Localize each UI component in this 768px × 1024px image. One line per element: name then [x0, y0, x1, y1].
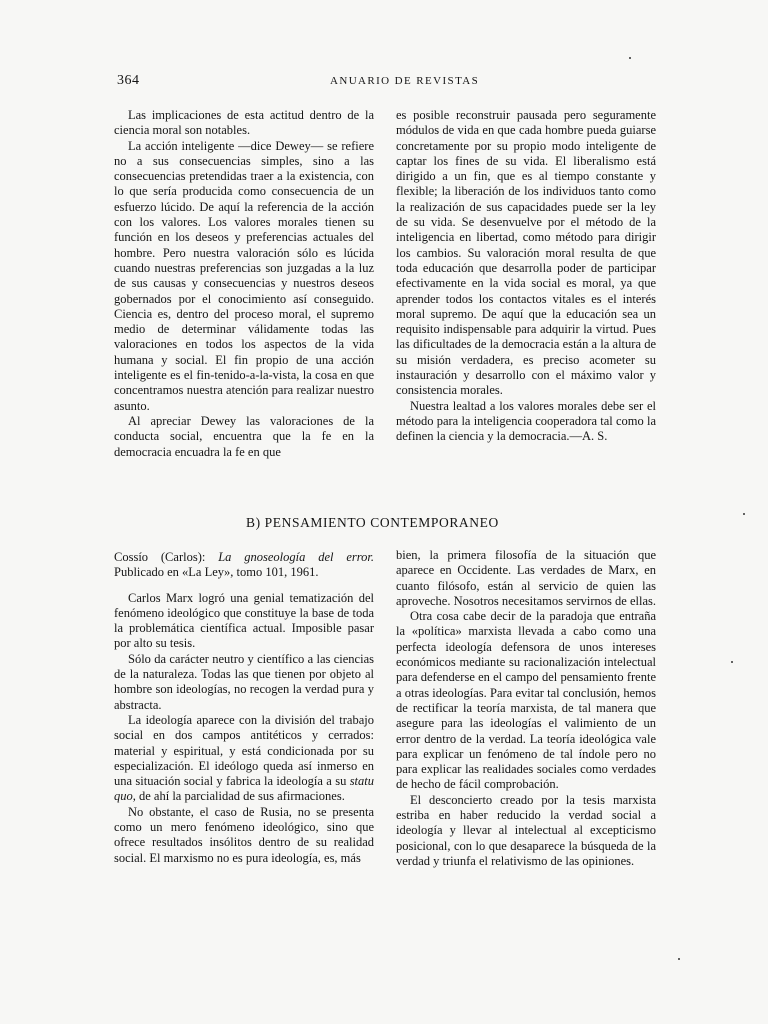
paragraph: Carlos Marx logró una genial tematización del fenómeno ideológico que constituye la base de toda la problemática científica actual. Imposible pasar por alto su tesis. — [114, 590, 374, 651]
paragraph: El desconcierto creado por la tesis marxista estriba en haber reducido la verdad social a ideología y llevar al intelectual al excepticismo posicional, con lo que desaparece la búsqueda de la verdad y triunfa el relativismo de las opiniones. — [396, 792, 656, 868]
paragraph: bien, la primera filosofía de la situación que aparece en Occidente. Las verdades de Marx, en cuanto filósofo, están al servicio de quien las aproveche. Nosotros necesitamos servirnos de ellas. — [396, 548, 656, 608]
citation-title: La gnoseología del error. — [218, 550, 374, 564]
paragraph: Al apreciar Dewey las valoraciones de la conducta social, encuentra que la fe en la democracia encuadra la fe en que — [114, 413, 374, 459]
paragraph — [114, 713, 374, 805]
scan-speck — [731, 661, 733, 663]
section-heading: B) PENSAMIENTO CONTEMPORANEO — [246, 515, 499, 530]
paragraph-tail: , de ahí la parcialidad de sus afirmaciones. — [132, 789, 345, 804]
scan-speck — [743, 513, 745, 515]
citation-author: Cossío (Carlos): — [114, 550, 206, 564]
scan-speck — [678, 958, 680, 960]
scan-speck — [629, 57, 631, 59]
running-head: ANUARIO DE REVISTAS — [330, 75, 480, 87]
page-number: 364 — [117, 73, 140, 88]
bibliographic-citation — [114, 550, 374, 581]
section-b-right-column — [396, 548, 656, 869]
paragraph: Nuestra lealtad a los valores morales debe ser el método para la inteligencia cooperadora tal como la definen la ciencia y la democracia.—A. S. — [396, 398, 656, 444]
paragraph-text: La ideología aparece con la división del trabajo social en dos campos antitéticos y cerrados: material y espiritual, y está condicionada por su especialización. El ideólogo queda así inmerso en una situación social y fabrica la ideología a su — [114, 712, 374, 789]
paragraph: Las implicaciones de esta actitud dentro de la ciencia moral son notables. — [114, 108, 374, 138]
paragraph: Otra cosa cabe decir de la paradoja que entraña la «política» marxista llevada a cabo como una perfecta ideología defensora de unos intereses económicos mediante su racionalización intelectual para defenderse en el campo del pensamiento frente a otras ideologías. Para evitar tal conclusión, hemos de rectificar la teoría marxista, de tal manera que asegure para las ideologías el valimiento de un error dentro de la verdad. La teoría ideológica vale para explicar un fenómeno de tal índole pero no para explicar las realidades sociales como verdades de hecho de fácil comprobación. — [396, 609, 656, 792]
citation-line — [114, 550, 374, 581]
emphasis-statu-quo: statu quo — [114, 774, 374, 804]
section-a-right-column — [396, 108, 656, 445]
paragraph: Sólo da carácter neutro y científico a las ciencias de la naturaleza. Todas las que tienen por objeto al hombre son ideologías, no recogen la verdad pura y abstracta. — [114, 651, 374, 712]
paragraph: es posible reconstruir pausada pero seguramente módulos de vida en que cada hombre pueda guiarse concretamente por su propio modo inteligente de captar los fines de su vida. El liberalismo está dirigido a un fin, que es al tiempo constante y flexible; la liberación de los individuos tanto como la realización de sus capacidades puede ser la ley de su vida. Se desenvuelve por el método de la inteligencia en libertad, como método para dirigir los cambios. Su valoración moral resulta de que toda educación que desarrolla poder de participar efectivamente en la vida social es moral, ya que aprender todos los contactos vitales es el interés moral supremo. De aquí que la educación sea un requisito indispensable para adquirir la virtud. Pues las dificultades de la democracia están a la altura de su misión verdadera, es preciso acometer su instauración y desarrollo con el máximo valor y consistencia morales. — [396, 108, 656, 398]
citation-publication: Publicado en «La Ley», tomo 101, 1961. — [114, 565, 319, 580]
section-b-left-column — [114, 550, 374, 866]
paragraph: No obstante, el caso de Rusia, no se presenta como un mero fenómeno ideológico, sino que ofrece resultados insólitos dentro de su realidad social. El marxismo no es pura ideología, es, más — [114, 804, 374, 865]
section-a-left-column — [114, 108, 374, 460]
paragraph: La acción inteligente —dice Dewey— se refiere no a sus consecuencias simples, sino a las consecuencias pretendidas traer a la existencia, con lo que sería producida como consecuencia de un esfuerzo lúcido. De aquí la referencia de la acción con los valores. Los valores morales tienen su función en los deseos y preferencias actuales del hombre. Pero nuestra valoración sólo es lúcida cuando nuestras preferencias son juzgadas a la luz de sus causas y consecuencias y nuestros deseos gobernados por el conocimiento así conseguido. Ciencia es, dentro del proceso moral, el supremo medio de determinar válidamente todas las valoraciones en todos los aspectos de la vida humana y social. El fin propio de una acción inteligente es el fin-tenido-a-la-vista, la cosa en que concentramos nuestra atención para realizar nuestro asunto. — [114, 138, 374, 413]
